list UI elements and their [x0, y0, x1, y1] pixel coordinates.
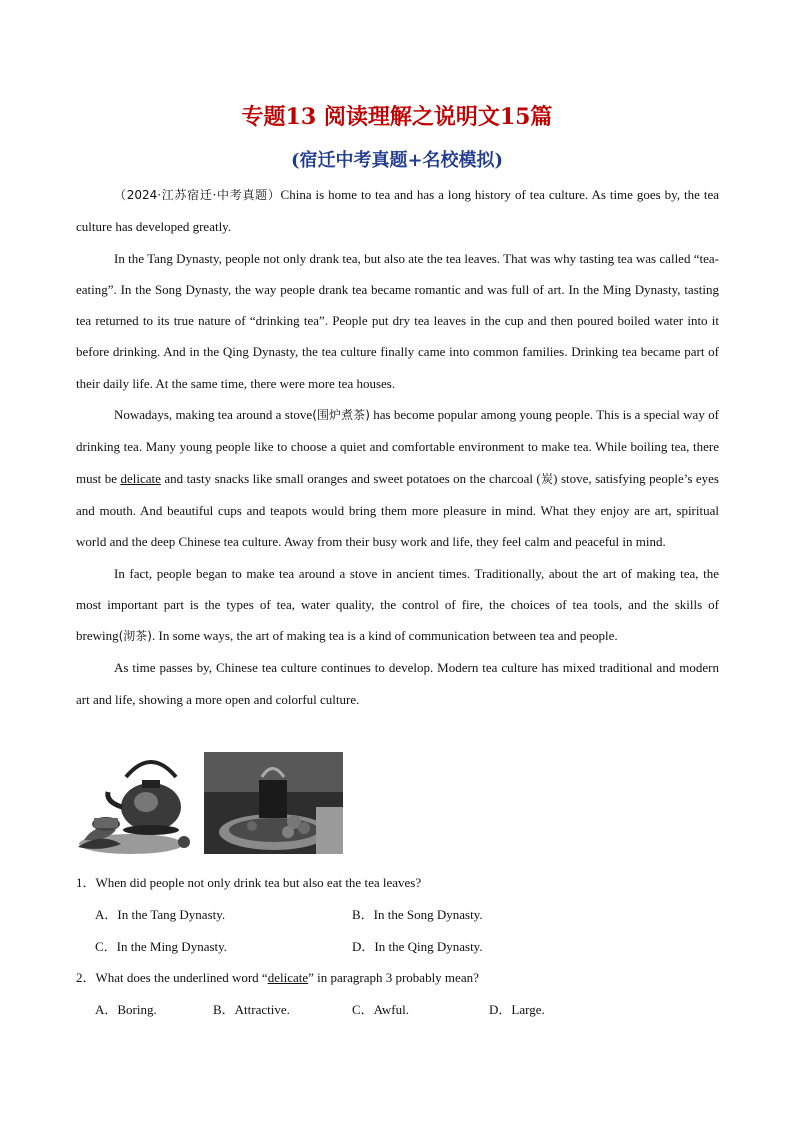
question-1-stem: 1．When did people not only drink tea but also eat the tea leaves? — [76, 875, 422, 890]
reading-passage — [76, 179, 719, 715]
underlined-word: delicate — [120, 470, 161, 486]
question-2-option-d[interactable]: D．Large. — [489, 1002, 545, 1017]
source-note: （2024·江苏宿迁·中考真题） — [114, 188, 281, 202]
paragraph-5: As time passes by, Chinese tea culture continues to develop. Modern tea culture has mixed traditional and modern art and life, showing a more open and colorful culture. — [76, 660, 719, 707]
paragraph-1: （2024·江苏宿迁·中考真题）China is home to tea and has a long history of tea culture. As time goes by, the tea culture has developed greatly. — [76, 187, 719, 235]
question-2-option-c[interactable]: C．Awful. — [352, 1002, 409, 1017]
question-2-stem: 2．What does the underlined word “delicate” in paragraph 3 probably mean? — [76, 970, 479, 985]
paragraph-2: In the Tang Dynasty, people not only drank tea, but also ate the tea leaves. That was why tasting tea was called “tea-eating”. In the Song Dynasty, the way people drank tea became romantic and was full of art. In the Ming Dynasty, tasting tea returned to its true nature of “drinking tea”. People put dry tea leaves in the cup and then poured boiled water into it before drinking. And in the Qing Dynasty, the tea culture finally came into common families. Drinking tea became part of their daily life. At the same time, there were more tea houses. — [76, 250, 719, 391]
question-1-option-c[interactable]: C．In the Ming Dynasty. — [95, 939, 228, 954]
question-2-option-a[interactable]: A．Boring. — [95, 1002, 157, 1017]
page-title: 专题13 阅读理解之说明文15篇 — [241, 104, 553, 130]
page-subtitle: (宿迁中考真题+名校模拟) — [290, 150, 504, 171]
stove-tea-photo — [204, 752, 343, 854]
question-1-option-d[interactable]: D．In the Qing Dynasty. — [352, 939, 483, 954]
question-2-option-b[interactable]: B．Attractive. — [213, 1002, 290, 1017]
teapot-illustration — [76, 752, 196, 857]
underlined-word: delicate — [267, 970, 309, 985]
question-1-option-b[interactable]: B．In the Song Dynasty. — [352, 907, 483, 922]
question-1-option-a[interactable]: A．In the Tang Dynasty. — [95, 907, 226, 922]
paragraph-3: Nowadays, making tea around a stove(围炉煮茶) has become popular among young people. This is a special way of drinking tea. Many young people like to choose a quiet and comfortable environment to make tea. While boiling tea, there must be delicate and tasty snacks like small oranges and sweet potatoes on the charcoal (炭) stove, satisfying people’s eyes and mouth. And beautiful cups and teapots would bring them more pleasure in mind. What they enjoy are art, spiritual world and the deep Chinese tea culture. Away from their busy work and life, they feel calm and peaceful in mind. — [76, 407, 719, 550]
paragraph-4: In fact, people began to make tea around a stove in ancient times. Traditionally, about the art of making tea, the most important part is the types of tea, water quality, the control of fire, the choices of tea tools, and the skills of brewing(沏茶). In some ways, the art of making tea is a kind of communication between tea and people. — [76, 565, 719, 644]
